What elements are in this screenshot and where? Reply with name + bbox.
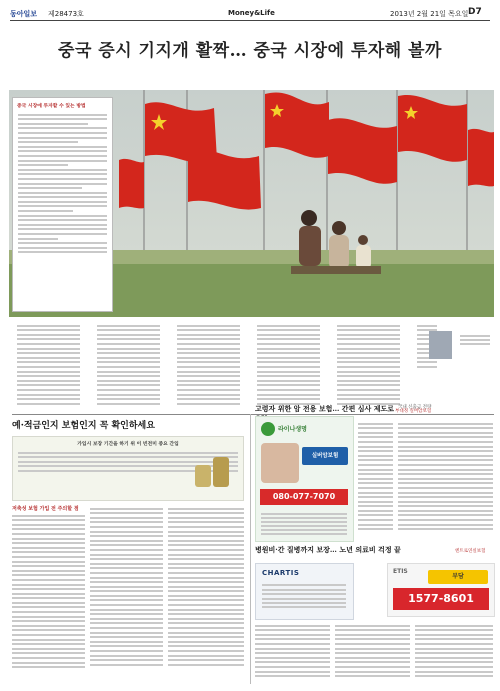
page-number: D7 <box>468 7 482 17</box>
senior-couple-photo <box>261 443 299 483</box>
etis-phone: 1577-8601 <box>393 588 489 610</box>
investment-methods-box <box>12 97 113 312</box>
coin-stack-illustration <box>191 451 237 491</box>
article-body-columns <box>12 322 494 414</box>
cigna-logo-icon <box>261 422 275 436</box>
issue-number: 제28473호 <box>48 10 84 18</box>
box-title: 가입시 보장 기간을 하기 위 이 빈전미 중요 간입 <box>77 442 179 447</box>
text-column <box>92 322 165 407</box>
caption-label: 국내 신출금 전략 <box>398 405 432 410</box>
etis-product-label: 부담 <box>428 570 488 584</box>
box-text-lines <box>13 114 112 254</box>
column-divider <box>250 414 251 684</box>
page-headline: 중국 증시 기지개 활짝… 중국 시장에 투자해 볼까 <box>58 41 442 61</box>
text-column <box>172 322 245 407</box>
article-right-column <box>358 420 393 533</box>
article-title-right-2: 병원비·간 질병까지 보장… 노년 의료비 걱정 끝 <box>255 545 401 554</box>
article-mid-column <box>90 505 163 668</box>
article-title-right: 고령자 위한 암 전용 보험… 간편 심사 제도로 <box>255 404 395 413</box>
article-mid-block <box>12 505 85 671</box>
product-table-box <box>12 436 244 501</box>
article-mid-column <box>168 505 244 668</box>
chartis-ad <box>255 563 354 620</box>
paper-name: 동아일보 <box>10 10 38 18</box>
ad-phone: 080-077-7070 <box>260 489 348 505</box>
article-right2-column <box>415 622 493 680</box>
text-column <box>12 322 85 407</box>
chartis-brand: CHARTIS <box>262 569 300 577</box>
section-divider <box>12 414 494 415</box>
ad-product-label: 실버암보험 <box>302 447 348 465</box>
box-title: 중국 시장에 투자할 수 있는 방법 <box>17 104 86 109</box>
reporter-byline <box>460 333 490 347</box>
article-right-byline: 부대정 실버암보험 <box>395 409 432 414</box>
article-right2-column <box>335 622 410 680</box>
article-right-column <box>398 420 493 533</box>
article-right2-byline: 엔트로연실보험 <box>455 549 486 554</box>
issue-date: 2013년 2월 21일 목요일 <box>390 10 469 18</box>
article-title-left: 예·적금인지 보험인지 꼭 확인하세요 <box>12 421 155 431</box>
article-right2-column <box>255 622 330 680</box>
etis-brand: ETIS <box>393 568 408 575</box>
section-name: Money&Life <box>228 9 275 17</box>
masthead <box>10 6 490 21</box>
lina-life-ad <box>255 416 354 542</box>
reporter-photo <box>429 331 452 359</box>
article-mid-title: 저축성 보험 가입 전 주의할 점 <box>12 506 79 512</box>
ad-brand: 라이나생명 <box>278 426 307 433</box>
text-column <box>332 322 405 407</box>
etis-ad <box>387 563 495 617</box>
text-column <box>252 322 325 407</box>
